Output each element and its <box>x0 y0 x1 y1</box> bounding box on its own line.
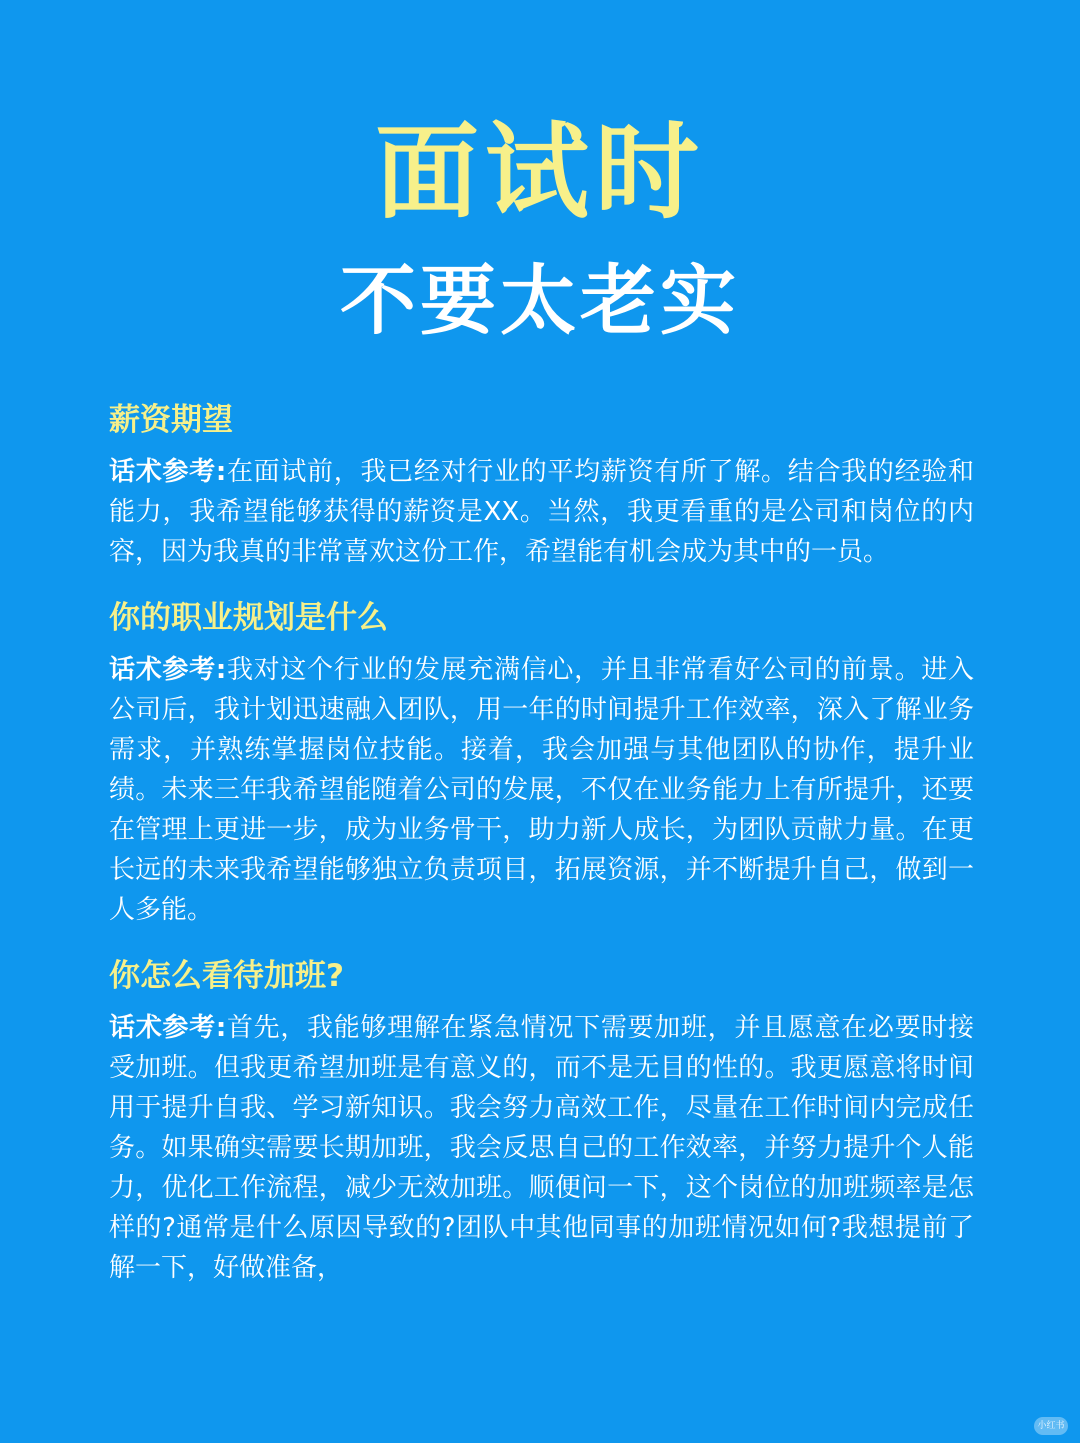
section-career-plan <box>109 594 974 930</box>
section-salary-expectation <box>109 396 974 572</box>
section-body <box>109 452 974 572</box>
reference-label: 话术参考: <box>109 1013 227 1043</box>
content <box>109 396 974 1288</box>
reference-text: 我对这个行业的发展充满信心，并且非常看好公司的前景。进入公司后，我计划迅速融入团队，用一年的时间提升工作效率，深入了解业务需求，并熟练掌握岗位技能。接着，我会加强与其他团队的协作，提升业绩。未来三年我希望能随着公司的发展，不仅在业务能力上有所提升，还要在管理上更进一步，成为业务骨干，助力新人成长，为团队贡献力量。在更长远的未来我希望能够独立负责项目，拓展资源，并不断提升自己，做到一人多能。 <box>109 655 974 925</box>
section-overtime <box>109 952 974 1288</box>
section-body <box>109 1008 974 1288</box>
reference-text: 首先，我能够理解在紧急情况下需要加班，并且愿意在必要时接受加班。但我更希望加班是有意义的，而不是无目的性的。我更愿意将时间用于提升自我、学习新知识。我会努力高效工作，尽量在工作时间内完成任务。如果确实需要长期加班，我会反思自己的工作效率，并努力提升个人能力，优化工作流程，减少无效加班。顺便问一下，这个岗位的加班频率是怎样的?通常是什么原因导致的?团队中其他同事的加班情况如何?我想提前了解一下，好做准备， <box>109 1013 974 1283</box>
main-title: 面试时 <box>374 111 705 233</box>
reference-text: 在面试前，我已经对行业的平均薪资有所了解。结合我的经验和能力，我希望能够获得的薪资是XX。当然，我更看重的是公司和岗位的内容，因为我真的非常喜欢这份工作，希望能有机会成为其中的一员。 <box>109 457 974 567</box>
sub-title: 不要太老实 <box>340 256 740 345</box>
section-heading: 你怎么看待加班? <box>109 958 344 994</box>
section-body <box>109 650 974 930</box>
reference-label: 话术参考: <box>109 655 227 685</box>
section-heading: 你的职业规划是什么 <box>109 600 388 636</box>
watermark-logo: 小红书 <box>1034 1417 1068 1435</box>
section-heading: 薪资期望 <box>109 402 233 438</box>
reference-label: 话术参考: <box>109 457 227 487</box>
